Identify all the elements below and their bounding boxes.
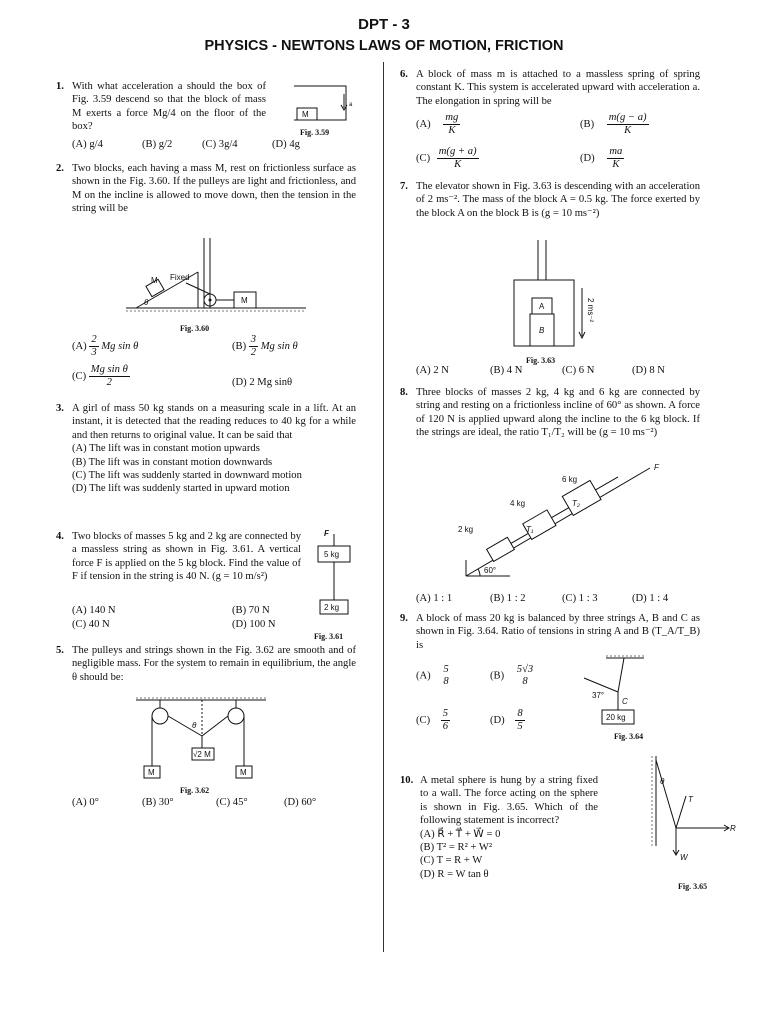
figure-3-63 xyxy=(510,240,600,352)
svg-text:2 kg: 2 kg xyxy=(458,525,474,534)
question-3 xyxy=(56,402,356,496)
option-a: (A) R⃗ + T⃗ + W⃗ = 0 xyxy=(420,828,501,840)
question-text: Two blocks of masses 5 kg and 2 kg are connected by a massless string as shown in Fig. 3.61. A vertical force F is applied on the 5 kg block. Find the value of F if tension in the string is 40 N. (g = 10 m/s²) xyxy=(72,531,301,583)
svg-text:2 kg: 2 kg xyxy=(324,603,340,612)
option-d: (D) R = W tan θ xyxy=(420,868,489,880)
page-title: DPT - 3 xyxy=(358,16,410,33)
svg-text:θ: θ xyxy=(192,721,197,730)
fig-block-label: M xyxy=(302,110,309,119)
option-b: (B) The lift was in constant motion downwards xyxy=(72,456,273,468)
option-b: (B) T² = R² + W² xyxy=(420,842,492,854)
svg-text:5 kg: 5 kg xyxy=(324,550,340,559)
svg-text:M: M xyxy=(148,768,155,777)
fig-accel-label: a xyxy=(349,102,353,108)
question-10 xyxy=(400,774,598,881)
svg-text:20 kg: 20 kg xyxy=(606,713,626,722)
option-c: (C) 3g/4 xyxy=(202,139,238,150)
question-number: 8. xyxy=(400,387,408,398)
option-c: (C) 6 N xyxy=(562,365,595,376)
option-b: (B) 70 N xyxy=(232,605,270,616)
svg-text:A: A xyxy=(539,302,545,311)
question-number: 3. xyxy=(56,403,64,414)
option-a: (A) The lift was in constant motion upwards xyxy=(72,443,260,455)
svg-text:θ: θ xyxy=(660,777,665,786)
svg-text:Fixed: Fixed xyxy=(170,273,190,282)
question-1 xyxy=(56,80,266,134)
figure-3-65 xyxy=(648,756,738,866)
option-d: (D) $\frac{8}{5}$ xyxy=(490,708,523,732)
option-c: (C) 1 : 3 xyxy=(562,593,598,604)
svg-text:2 ms⁻²: 2 ms⁻² xyxy=(586,298,595,323)
question-number: 5. xyxy=(56,645,64,656)
option-b: (B) g/2 xyxy=(142,139,173,150)
svg-text:T: T xyxy=(688,795,693,804)
question-number: 4. xyxy=(56,531,64,542)
option-b: (B) $\frac{m(g - a)}{K}$ xyxy=(580,112,647,136)
question-number: 2. xyxy=(56,163,64,174)
option-c: (C) $\frac{m(g + a)}{K}$ xyxy=(416,146,477,170)
question-8 xyxy=(400,386,700,440)
svg-text:M: M xyxy=(241,296,248,305)
option-c: (C) 45° xyxy=(216,797,248,808)
svg-text:√2 M: √2 M xyxy=(193,750,211,759)
svg-text:T₂: T₂ xyxy=(572,499,580,508)
figure-caption: Fig. 3.60 xyxy=(180,324,210,333)
question-7 xyxy=(400,180,700,220)
question-number: 1. xyxy=(56,81,64,92)
option-d: (D) 8 N xyxy=(632,365,665,376)
question-number: 7. xyxy=(400,181,408,192)
figure-3-62 xyxy=(126,696,276,786)
question-5 xyxy=(56,644,356,684)
option-d: (D) 4g xyxy=(272,139,300,150)
question-6 xyxy=(400,68,700,108)
option-a: (A) 0° xyxy=(72,797,99,808)
question-text: The elevator shown in Fig. 3.63 is descending with an acceleration of 2 ms⁻². The mass of the block A = 0.5 kg. The force exerted by the block A on the block B is (g = 10 ms⁻²) xyxy=(416,181,700,219)
question-number: 9. xyxy=(400,613,408,624)
page-subtitle: PHYSICS - NEWTONS LAWS OF MOTION, FRICTION xyxy=(204,38,564,54)
svg-text:M: M xyxy=(240,768,247,777)
figure-3-60 xyxy=(126,228,306,318)
svg-text:6 kg: 6 kg xyxy=(562,475,578,484)
option-d: (D) 100 N xyxy=(232,619,276,630)
figure-incline xyxy=(450,463,670,578)
question-9 xyxy=(400,612,700,652)
figure-caption: Fig. 3.62 xyxy=(180,786,210,795)
option-b: (B) 1 : 2 xyxy=(490,593,526,604)
question-2 xyxy=(56,162,356,216)
option-d: (D) $\frac{ma}{K}$ xyxy=(580,146,623,170)
figure-caption: Fig. 3.61 xyxy=(314,632,344,641)
svg-text:W: W xyxy=(680,853,688,862)
svg-text:60°: 60° xyxy=(484,566,497,575)
figure-caption: Fig. 3.59 xyxy=(300,128,330,137)
question-text: The pulleys and strings shown in the Fig. 3.62 are smooth and of negligible mass. For the system to remain in equilibrium, the angle θ should be: xyxy=(72,645,356,683)
option-c: (C) The lift was suddenly started in downward motion xyxy=(72,470,302,482)
question-text: Two blocks, each having a mass M, rest on frictionless surface as shown in the Fig. 3.60. If the pulleys are light and frictionless, and M on the incline is allowed to move down, then the tension in the string will be xyxy=(72,163,356,215)
question-text: A girl of mass 50 kg stands on a measuring scale in a lift. At an instant, it is detected that the reading reduces to 40 kg for a while and then returns to original value. It can be said that xyxy=(72,403,356,441)
figure-caption: Fig. 3.65 xyxy=(678,882,708,891)
option-a: (A) 2 N xyxy=(416,365,449,376)
question-text: A metal sphere is hung by a string fixed to a wall. The force acting on the sphere is shown in Fig. 3.65. Which of the following statement is incorrect? xyxy=(420,775,598,827)
figure-3-61 xyxy=(312,528,356,624)
svg-text:T₁: T₁ xyxy=(526,525,534,534)
option-a: (A) 1 : 1 xyxy=(416,593,453,604)
question-number: 10. xyxy=(400,775,414,786)
option-c: (C) 40 N xyxy=(72,619,110,630)
svg-text:B: B xyxy=(539,326,545,335)
question-number: 6. xyxy=(400,69,408,80)
question-text: A block of mass m is attached to a massless spring of spring constant K. This system is accelerated upward with acceleration a. The elongation in spring will be xyxy=(416,69,700,107)
option-c: (C) $\frac{\text{Mg sin θ}}{2}$ xyxy=(72,364,128,388)
option-d: (D) The lift was suddenly started in upward motion xyxy=(72,483,290,495)
option-d: (D) 2 Mg sinθ xyxy=(232,377,293,388)
svg-text:C: C xyxy=(622,697,628,706)
svg-text:37°: 37° xyxy=(592,691,605,700)
svg-text:F: F xyxy=(324,529,329,538)
option-b: (B) 4 N xyxy=(490,365,523,376)
figure-3-59 xyxy=(294,86,354,128)
option-d: (D) 1 : 4 xyxy=(632,593,669,604)
option-a: (A) g/4 xyxy=(72,139,103,150)
figure-caption: Fig. 3.64 xyxy=(614,732,644,741)
svg-text:F: F xyxy=(654,463,659,472)
option-b: (B) $\frac{3}{2}$ Mg sin θ xyxy=(232,334,298,358)
option-b: (B) 5√3 8 xyxy=(490,664,534,687)
svg-text:4 kg: 4 kg xyxy=(510,499,526,508)
svg-text:θ: θ xyxy=(144,298,149,307)
column-divider xyxy=(383,62,384,952)
option-a: (A) $\frac{mg}{K}$ xyxy=(416,112,459,136)
question-text: With what acceleration a should the box of Fig. 3.59 descend so that the block of mass M exerts a force Mg/4 on the floor of the box? xyxy=(72,81,266,133)
figure-caption: Fig. 3.63 xyxy=(526,356,556,365)
svg-text:M: M xyxy=(151,276,158,285)
option-b: (B) 30° xyxy=(142,797,174,808)
option-c: (C) T = R + W xyxy=(420,855,483,867)
question-text: A block of mass 20 kg is balanced by three strings A, B and C as shown in Fig. 3.64. Ratio of tensions in string A and B (T_A/T_B) is xyxy=(416,613,700,651)
option-a: (A) 5 8 xyxy=(416,664,449,687)
option-a: (A) $\frac{2}{3}$ Mg sin θ xyxy=(72,334,139,358)
question-text: Three blocks of masses 2 kg, 4 kg and 6 kg are connected by string and resting on a frictionless incline of 60° as shown. A force of 120 N is applied upward along the incline to the 6 kg block. If the strings are ideal, the ratio T₁/T₂ will be (g = 10 ms⁻²) xyxy=(416,387,700,439)
figure-3-64 xyxy=(578,656,648,736)
question-4 xyxy=(56,530,301,584)
option-a: (A) 140 N xyxy=(72,605,116,616)
option-c: (C) $\frac{5}{6}$ xyxy=(416,708,449,732)
svg-text:R: R xyxy=(730,824,736,833)
option-d: (D) 60° xyxy=(284,797,317,808)
